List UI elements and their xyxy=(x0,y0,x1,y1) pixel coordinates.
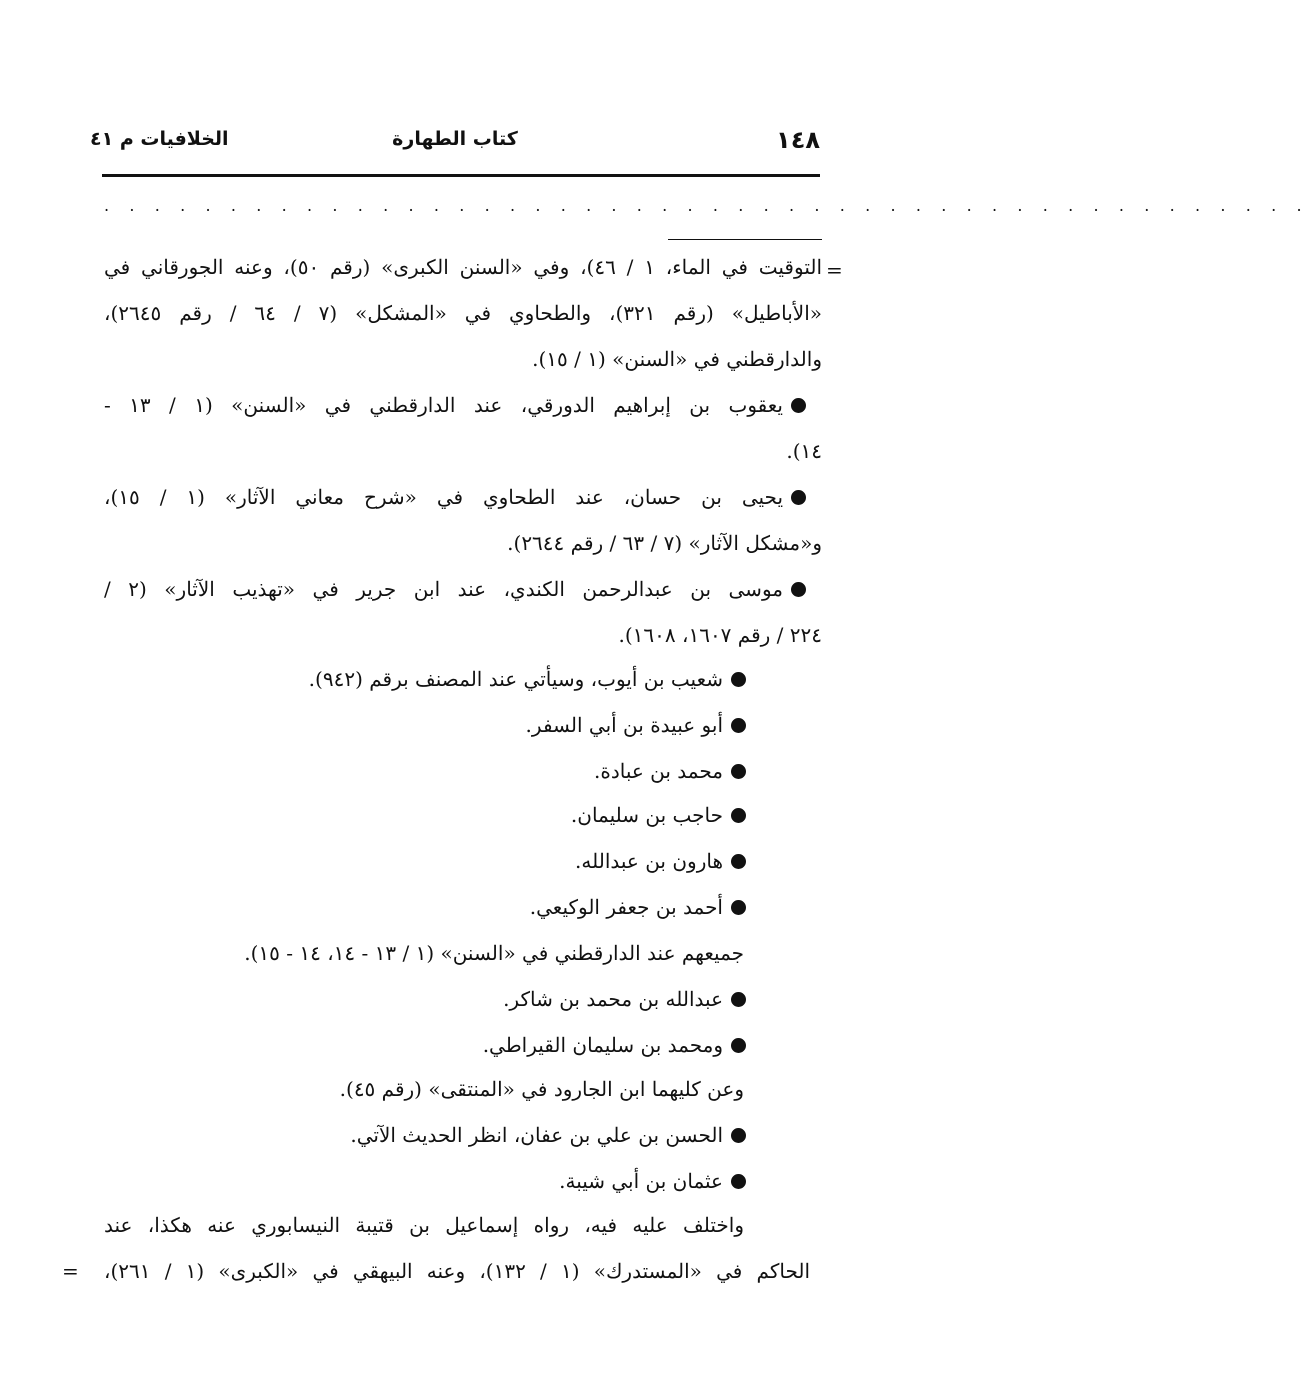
list-item-text: عبدالله بن محمد بن شاكر. xyxy=(503,987,723,1011)
text-line: والدارقطني في «السنن» (١ / ١٥). xyxy=(532,347,822,371)
list-item-text: ومحمد بن سليمان القيراطي. xyxy=(482,1033,723,1057)
list-item xyxy=(309,664,746,694)
text-line: التوقيت في الماء، ١ / ٤٦)، وفي «السنن الكبرى» (رقم ٥٠)، وعنه الجورقاني في xyxy=(104,255,822,279)
text-line: واختلف عليه فيه، رواه إسماعيل بن قتيبة النيسابوري عنه هكذا، عند xyxy=(104,1213,744,1237)
bullet-icon xyxy=(731,1128,746,1143)
list-item-text: يحيى بن حسان، عند الطحاوي في «شرح معاني الآثار» (١ / ١٥)، xyxy=(104,485,784,509)
footnote-rule xyxy=(668,239,822,240)
list-item-text: موسى بن عبدالرحمن الكندي، عند ابن جرير في «تهذيب الآثار» (٢ / xyxy=(104,577,783,601)
list-item xyxy=(575,846,746,876)
list-item xyxy=(104,482,806,512)
list-item-text: حاجب بن سليمان. xyxy=(570,803,723,827)
continuation-mark-end: = xyxy=(62,1259,79,1283)
header-rule xyxy=(102,174,820,177)
list-item xyxy=(571,800,746,830)
bullet-icon xyxy=(731,764,746,779)
text-line: جميعهم عند الدارقطني في «السنن» (١ / ١٣ - ١٤، ١٤ - ١٥). xyxy=(244,941,744,965)
list-item xyxy=(503,984,746,1014)
bullet-icon xyxy=(731,1038,746,1053)
list-item xyxy=(483,1030,746,1060)
continuation-mark-start: = xyxy=(826,258,843,282)
bullet-icon xyxy=(731,672,746,687)
bullet-icon xyxy=(731,718,746,733)
bullet-icon xyxy=(791,398,806,413)
bullet-icon xyxy=(731,1174,746,1189)
list-item xyxy=(559,1166,746,1196)
dotted-separator: . . . . . . . . . . . . . . . . . . . . . . . . . . . . . . . . . . . . . . . . . . . . . . . . xyxy=(104,196,1309,215)
running-header xyxy=(90,126,820,166)
list-item xyxy=(104,390,806,420)
book-title: كتاب الطهارة xyxy=(392,128,518,150)
text-line: «الأباطيل» (رقم ٣٢١)، والطحاوي في «المشكل» (٧ / ٦٤ / رقم ٢٦٤٥)، xyxy=(104,301,822,325)
text-line: الحاكم في «المستدرك» (١ / ١٣٢)، وعنه البيهقي في «الكبرى» (١ / ٢٦١)، xyxy=(104,1259,811,1283)
bullet-icon xyxy=(731,854,746,869)
bullet-icon xyxy=(731,808,746,823)
list-item-text: هارون بن عبدالله. xyxy=(575,849,723,873)
list-item xyxy=(104,574,806,604)
bullet-icon xyxy=(731,992,746,1007)
bullet-icon xyxy=(791,490,806,505)
list-item-text: الحسن بن علي بن عفان، انظر الحديث الآتي. xyxy=(350,1123,723,1147)
section-label: الخلافيات م ٤١ xyxy=(90,128,229,150)
list-item-text: أبو عبيدة بن أبي السفر. xyxy=(525,713,723,737)
list-item-text: يعقوب بن إبراهيم الدورقي، عند الدارقطني في «السنن» (١ / ١٣ - xyxy=(104,393,783,417)
list-item-text: عثمان بن أبي شيبة. xyxy=(559,1169,723,1193)
text-line: و«مشكل الآثار» (٧ / ٦٣ / رقم ٢٦٤٤). xyxy=(507,531,822,555)
list-item-text: محمد بن عبادة. xyxy=(594,759,723,783)
text-line: ١٤). xyxy=(786,439,822,463)
list-item xyxy=(530,892,746,922)
bullet-icon xyxy=(731,900,746,915)
list-item-text: أحمد بن جعفر الوكيعي. xyxy=(529,895,723,919)
bullet-icon xyxy=(791,582,806,597)
text-line: وعن كليهما ابن الجارود في «المنتقى» (رقم ٤٥). xyxy=(339,1077,744,1101)
list-item xyxy=(594,756,746,786)
list-item xyxy=(526,710,746,740)
text-line: ٢٢٤ / رقم ١٦٠٧، ١٦٠٨). xyxy=(618,623,822,647)
list-item-text: شعيب بن أيوب، وسيأتي عند المصنف برقم (٩٤٢). xyxy=(308,667,723,691)
page-number: ١٤٨ xyxy=(776,126,820,154)
list-item xyxy=(350,1120,746,1150)
